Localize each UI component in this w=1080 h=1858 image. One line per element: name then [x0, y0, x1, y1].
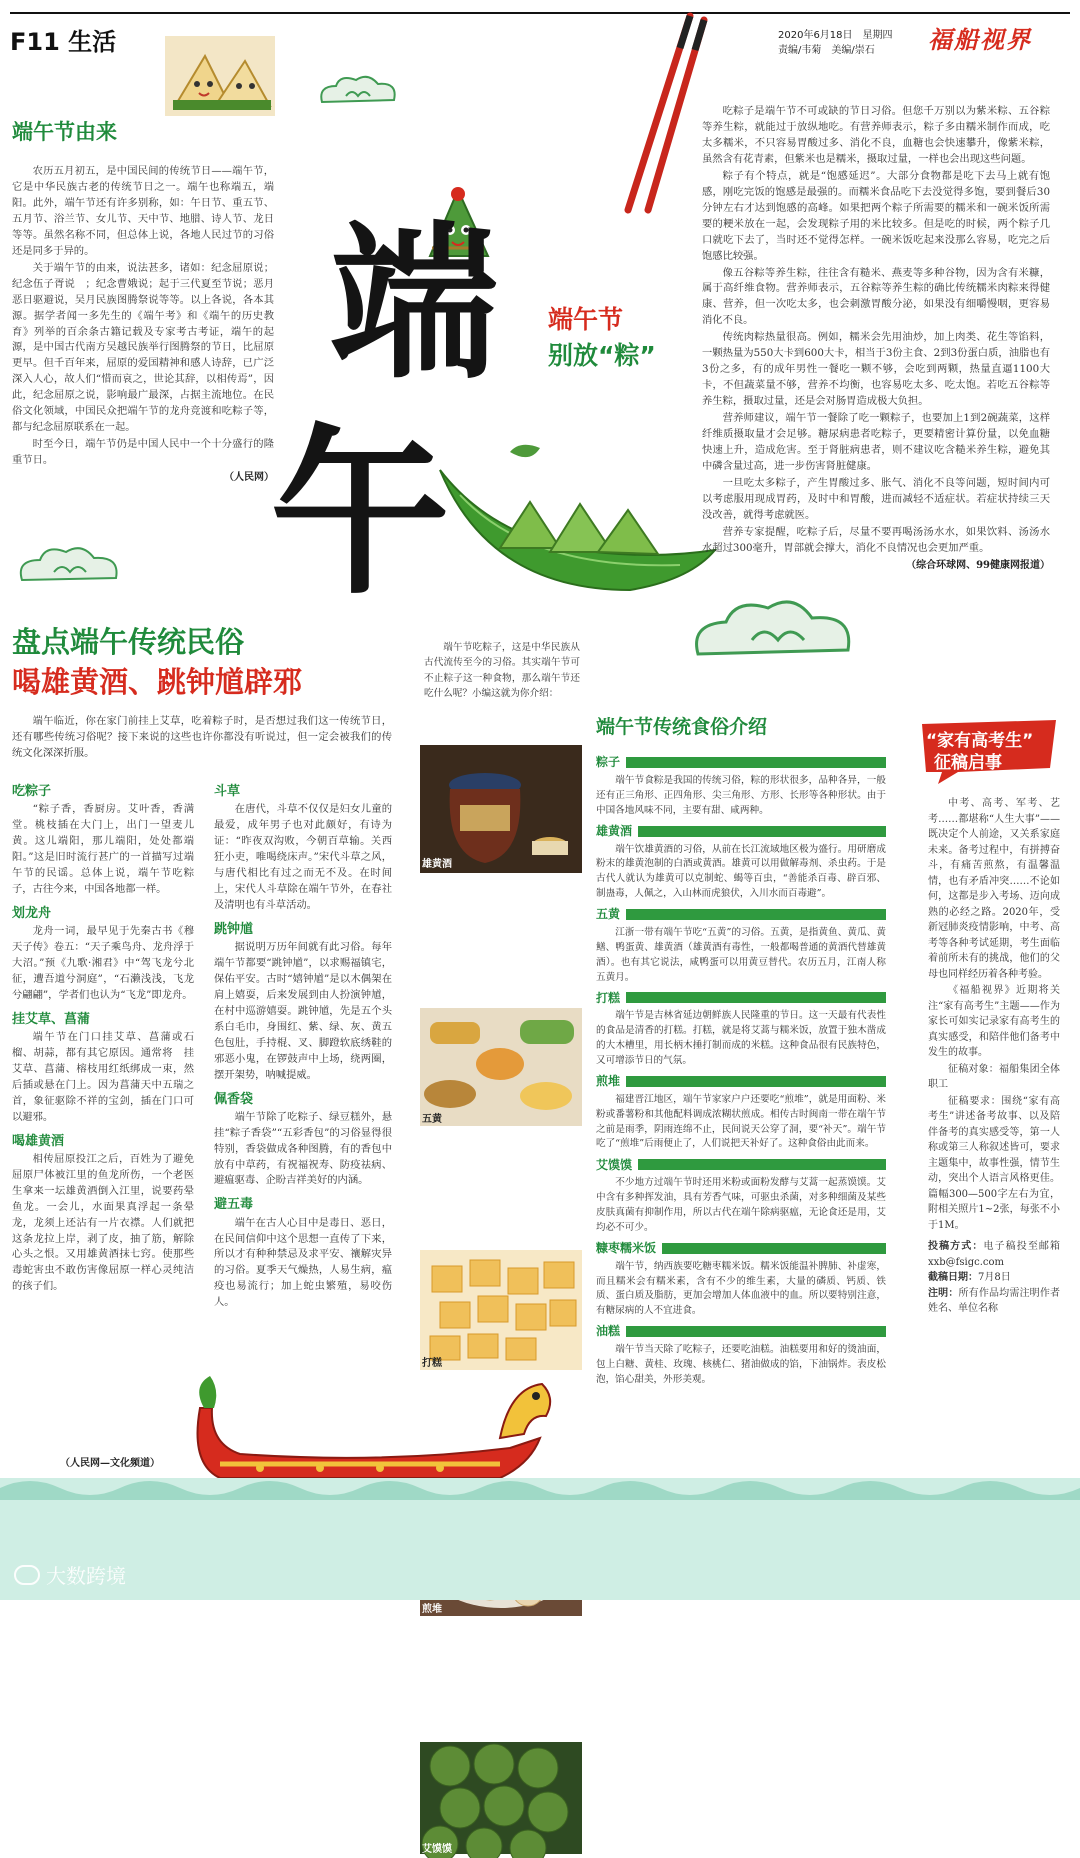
food-text: 端午饮雄黄酒的习俗，从前在长江流域地区极为盛行。用研磨成粉末的雄黄泡制的白酒或黄酒。雄黄可以用做解毒剂、杀虫药。于是古代人就认为雄黄可以克制蛇、蝎等百虫，“善能杀百毒、辟百邪、制蛊毒，人佩之，入山林而虎狼伏，入川水而百毒避”。 [596, 843, 886, 900]
cloud-decoration-top [316, 72, 402, 110]
zong-health-source: （综合环球网、99健康网报道） [906, 559, 1050, 571]
custom-text: 端午节在门口挂艾草、菖蒲或石榴、胡蒜，都有其它原因。通常将 挂艾草、菖蒲、榕枝用红纸绑成一束，然后插或悬在门上。因为菖蒲天中五瑞之首，象征驱除不祥的宝剑，插在门口可以避邪。 [12, 1030, 194, 1123]
food-bar [626, 1076, 886, 1087]
zong-health-paragraph: 营养专家提醒，吃粽子后，尽量不要再喝汤汤水水，如果饮料、汤汤水水超过300毫升，胃部就会撑大，消化不良情况也会更加严重。 [702, 525, 1050, 554]
customs-source: （人民网—文化频道） [60, 1458, 160, 1469]
zong-health-paragraph: 一旦吃太多粽子，产生胃酸过多、胀气、消化不良等问题，短时间内可以考虑服用现成胃药，及时中和胃酸，进而减轻不适症状。若症状持续三天没改善，就得考虑就医。 [702, 476, 1050, 521]
origin-body [12, 164, 274, 486]
customs-title-line1: 盘点端午传统民俗 [12, 625, 245, 659]
exam-submit-value: 电子稿投至邮箱 xxb@fsigc.com [928, 1241, 1061, 1268]
zong-health-paragraph: 营养师建议，端午节一餐除了吃一颗粽子，也要加上1到2碗蔬菜，这样纤维质摄取量才会足够。糖尿病患者吃粽子，更要精密计算份量，以免血糖快速上升，造成危害。至于肾脏病患者，则不建议吃含糙米养生粽，避免其中磷含量过高，进一步伤害肾脏健康。 [702, 412, 1050, 472]
exam-submit-label: 投稿方式： [928, 1241, 984, 1252]
food-bar [626, 992, 886, 1003]
editors: 责编/韦菊 美编/崇石 [778, 45, 875, 56]
custom-heading: 划龙舟 [12, 905, 52, 921]
zong-health-paragraph: 吃粽子是端午节不可或缺的节日习俗。但您千万别以为紫米粽、五谷粽等养生粽，就能过于放纵地吃。有营养师表示，粽子多由糯米制作而成，吃太多糯米，不只容易胃酸过多、消化不良，血糖也会快速攀升，像紫米粽，虽然含有花青素，但紫米也是糯米，摄取过量，一样也会出现这些问题。 [702, 105, 1050, 165]
food-heading [596, 1156, 886, 1173]
food-text: 端午节，纳西族要吃糖枣糯米饭。糯米饭能温补脾肺、补虚寒，而且糯米会有糯米素，含有不少的维生素，大量的磷质、钙质、铁质、蛋白质及脂肪，更加会增加人体血液中的血。所以要特别注意，有糖尿病的人不宜进食。 [596, 1260, 886, 1317]
food-heading [596, 1240, 886, 1257]
custom-text: 端午节除了吃粽子、绿豆糕外，悬挂“粽子香袋”“五彩香包”的习俗显得很特别，香袋做成各种图腾，有的香包中放有中草药，有祝福祝寿、防疫祛病、避瘟驱毒、企盼吉祥美好的内涵。 [214, 1110, 392, 1187]
origin-title: 端午节由来 [12, 120, 117, 144]
custom-heading: 斗草 [214, 784, 241, 799]
foods-body [596, 750, 886, 1389]
foods-title: 端午节传统食俗介绍 [596, 716, 768, 738]
food-bar [626, 757, 886, 768]
watermark-text: 大数跨境 [46, 1564, 126, 1588]
food-name: 油糕 [596, 1324, 621, 1339]
photo-caption: 艾馍馍 [422, 1844, 452, 1855]
issue-date: 2020年6月18日 星期四 [778, 30, 893, 41]
photo-caption: 雄黄酒 [422, 859, 452, 870]
exam-deadline-value: 7月8日 [978, 1272, 1011, 1283]
food-text: 江浙一带有端午节吃“五黄”的习俗。五黄，是指黄鱼、黄瓜、黄鳝、鸭蛋黄、雄黄酒（雄黄酒有毒性，一般都喝普通的黄酒代替雄黄酒）。也有其它说法，咸鸭蛋可以用黄豆替代。农历五月，江南人称五黄月。 [596, 927, 886, 983]
food-heading [596, 754, 886, 771]
big-title-char-duan: 端 [330, 206, 498, 402]
customs-left-column [12, 782, 194, 1296]
exam-note-value: 所有作品均需注明作者姓名、单位名称 [928, 1287, 1060, 1314]
exam-title-banner [918, 718, 1060, 784]
exam-title-line2: 征稿启事 [934, 753, 1002, 773]
customs-intro [12, 714, 392, 763]
food-bar [626, 1326, 886, 1337]
masthead-logo: 福船视界 [928, 25, 1032, 54]
custom-heading: 跳钟馗 [214, 921, 254, 937]
photo-aimomo [420, 1742, 582, 1854]
food-intro-text: 端午节吃粽子，这是中华民族从古代流传至今的习俗。其实端午节可不止粽子这一种食物，那么端午节还吃什么呢？小编这就为你介绍： [424, 642, 580, 700]
zong-health-paragraph: 粽子有个特点，就是“饱感延迟”。大部分食物都是吃下去马上就有饱感，刚吃完饭的饱感是最强的。而糯米食品吃下去没觉得多饱，要到餐后30分钟左右才达到饱感的高峰。如果把两个粽子所需要的糯米和一碗米饭所需要的粳米放在一起，会发现粽子用的米比较多。但是吃的时候，两个粽子几口就吃下去了，当时还不觉得怎样。一碗米饭吃起来没那么容易，吃完之后饱感比较强。 [702, 169, 1050, 262]
zong-health-title-line2: 别放“粽” [548, 341, 656, 370]
custom-text: 相传屈原投江之后，百姓为了避免屈原尸体被江里的鱼龙所伤，一个老医生拿来一坛雄黄酒倒入江里，说要药晕鱼龙。一会儿，水面果真浮起一条晕龙，龙须上还沾有一片衣襟。人们就把这条龙拉上岸，剥了皮，抽了筋，解除心头之恨。又用雄黄酒抹七窍。使那些毒蛇害虫不敢伤害像屈原一样心灵纯洁的孩子们。 [12, 1152, 194, 1293]
food-bar [662, 1243, 886, 1254]
food-heading [596, 1073, 886, 1090]
custom-text: 龙舟一词，最早见于先秦古书《穆天子传》卷五：“天子乘鸟舟、龙舟浮于大沼。”预《九歌·湘君》中“驾飞龙兮北征，遭吾道兮洞庭”，“石濑浅浅，飞龙兮翩翩”，学者们也认为“飞龙”即龙舟。 [12, 925, 194, 1001]
food-text: 端午节当天除了吃粽子，还要吃油糕。油糕要用和好的烫油面，包上白糖、黄桂、玫瑰、核桃仁、猪油做成的馅，下油锅炸。表皮松泡，馅心甜美，外形美观。 [596, 1344, 886, 1385]
custom-heading: 避五毒 [214, 1197, 254, 1213]
food-name: 雄黄酒 [596, 823, 633, 838]
page-code: F11 生活 [10, 28, 117, 56]
food-intro [424, 640, 580, 702]
food-name: 粽子 [596, 755, 621, 770]
big-title-char-wu: 午 [270, 410, 451, 619]
photo-caption: 五黄 [422, 1114, 442, 1125]
origin-paragraph: 时至今日，端午节仍是中国人民中一个十分盛行的隆重节日。 [12, 438, 274, 467]
customs-intro-text: 端午临近，你在家门前挂上艾草，吃着粽子时，是否想过我们这一传统节日，还有哪些传统习俗呢？接下来说的这些也许你都没有听说过，但一定会被我们的传统文化深深折服。 [12, 715, 392, 759]
exam-paragraph: 征稿要求：围绕“家有高考生”讲述备考故事、以及陪伴备考的真实感受等，第一人称或第三人称叙述皆可，要求主题集中，故事性强，情节生动，突出个人语言风格更佳。篇幅300—500字左右为宜，附相关照片1~2张，每张不小于1M。 [928, 1095, 1060, 1231]
custom-text: 端午在古人心目中是毒日、恶日，在民间信仰中这个思想一直传了下来，所以才有种种禁忌及求平安、禳解灾异的习俗。夏季天气燥热，人易生病，瘟疫也易流行；加上蛇虫繁殖，易咬伤人。 [214, 1216, 392, 1309]
food-text: 福建晋江地区，端午节家家户户还要吃“煎堆”，就是用面粉、米粉或番薯粉和其他配料调成浓糊状煎成。相传古时闽南一带在端午节之前是雨季，阴雨连绵不止，民间说天公穿了洞，要“补天”。端午节吃了“煎堆”后雨便止了，人们说把天补好了。这种食俗由此而来。 [596, 1093, 886, 1150]
zong-health-paragraph: 像五谷粽等养生粽，往往含有糙米、燕麦等多种谷物，因为含有米糠，属于高纤维食物。营养师表示，五谷粽等养生粽的确比传统糯米肉粽来得健康、营养，但一次吃太多，也会刺激胃酸分泌，如果没有细嚼慢咽，更容易消化不良。 [702, 266, 1050, 327]
zong-health-body [702, 104, 1050, 573]
exam-submit [928, 1239, 1060, 1270]
exam-note-label: 注明： [928, 1287, 959, 1299]
exam-note [928, 1286, 1060, 1317]
zong-health-title-line1: 端午节 [548, 305, 624, 334]
photo-caption: 煎堆 [422, 1604, 442, 1615]
exam-body [928, 796, 1060, 1317]
leaf-zongzi-illustration [430, 440, 720, 610]
exam-deadline [928, 1270, 1060, 1286]
zong-health-paragraph: 传统肉粽热量很高。例如，糯米会先用油炒，加上肉类、花生等馅料，一颗热量为550大卡到600大卡，相当于3份主食、2到3份蛋白质，油脂也有3份之多，有的成年男性一餐吃一颗不够，会吃到两颗，热量直逼1100大卡，不但蔬菜量不够，营养不均衡，也容易吃太多、吃太饱。若吃五谷粽等养生粽，摄取过量，还是会对肠胃造成极大负担。 [702, 331, 1050, 408]
food-heading [596, 823, 886, 840]
cloud-decoration-left [16, 540, 126, 590]
wave-decoration [0, 1470, 1080, 1500]
custom-heading: 挂艾草、菖蒲 [12, 1011, 91, 1027]
food-text: 不少地方过端午节时还用米粉或面粉发酵与艾蒿一起蒸馍馍。艾中含有多种挥发油，具有芳香气味，可驱虫杀菌，对多种细菌及某些皮肤真菌有抑制作用，所以古代在端午除病驱瘟，无论食还是用，艾均必不可少。 [596, 1177, 886, 1233]
custom-heading: 喝雄黄酒 [12, 1133, 65, 1149]
photo-dagao [420, 1250, 582, 1370]
photo-xionghuangjiu [420, 745, 582, 873]
custom-text: 在唐代，斗草不仅仅是妇女儿童的最爱，成年男子也对此颇好，有诗为证：“昨夜双沟败，今朝百草输。关西狂小吏，唯喝绕床声。”宋代斗草之风，与唐代相比有过之而无不及。在时间上，宋代人斗草除在端午节外，在春社及清明也有斗草活动。 [214, 803, 392, 911]
header-rule [10, 12, 1070, 14]
custom-heading: 佩香袋 [214, 1091, 254, 1107]
food-text: 端午节是吉林省延边朝鲜族人民隆重的节日。这一天最有代表性的食品是清香的打糕。打糕，就是将艾蒿与糯米饭，放置于独木凿成的大木槽里，用长柄木捶打制而成的米糕。这种食品很有民族特色，又可增添节日的气氛。 [596, 1010, 886, 1067]
food-heading [596, 1323, 886, 1340]
food-name: 煎堆 [596, 1074, 621, 1089]
food-name: 打糕 [596, 990, 621, 1005]
customs-title-line2: 喝雄黄酒、跳钟馗辟邪 [12, 665, 303, 699]
food-name: 艾馍馍 [596, 1157, 633, 1172]
exam-paragraph: 中考、高考、军考、艺考……都堪称“人生大事”——既决定个人前途，又关系家庭未来。备考过程中，有拼搏奋斗，有痛苦煎熬，有温馨温情，也有矛盾冲突……不论如何，这都是步入考场、迈向成熟的必经之路。2020年，受新冠肺炎疫情影响，中考、高考等各种考试延期，考生面临着前所未有的挑战，他们的父母也同样经历着各种考验。 [928, 798, 1060, 980]
food-name: 糠枣糯米饭 [596, 1240, 657, 1255]
photo-caption: 打糕 [422, 1358, 442, 1369]
chopsticks-illustration [600, 14, 710, 214]
origin-paragraph: 农历五月初五，是中国民间的传统节日——端午节，它是中华民族古老的传统节日之一。端午也称端五，端阳。此外，端午节还有许多别称，如：午日节、重五节、五月节、浴兰节、女儿节、天中节、地腊、诗人节、龙日等等。虽然名称不同，但总体上说，各地人民过节的习俗还是同多于异的。 [12, 165, 274, 257]
exam-paragraph: 《福船视界》近期将关注“家有高考生”主题——作为家长可如实记录家有高考生的真实感受，和陪伴他们备考中发生的故事。 [928, 985, 1060, 1058]
exam-deadline-label: 截稿日期： [928, 1272, 978, 1283]
food-heading [596, 989, 886, 1006]
food-text: 端午节食粽是我国的传统习俗，粽的形状很多，品种各异，一般还有正三角形、正四角形、尖三角形、方形、长形等各种形状。由于中国各地风味不同，主要有甜、咸两种。 [596, 775, 886, 816]
origin-source: （人民网） [224, 472, 274, 484]
custom-text: “粽子香，香厨房。艾叶香，香满堂。桃枝插在大门上，出门一望麦儿黄。这儿端阳，那儿端阳，处处都端阳。”这是旧时流行甚广的一首描写过端午节的民谣。总体上说，端午节吃粽子，古往今来，中国各地都一样。 [12, 803, 194, 895]
food-bar [638, 826, 886, 837]
exam-title-line1: “家有高考生” [926, 731, 1034, 751]
customs-right-column [214, 782, 392, 1312]
food-name: 五黄 [596, 907, 621, 922]
watermark-logo-icon [14, 1565, 40, 1585]
watermark [14, 1560, 126, 1589]
exam-paragraph: 征稿对象：福船集团全体职工 [928, 1063, 1060, 1090]
origin-paragraph: 关于端午节的由来，说法甚多，诸如：纪念屈原说；纪念伍子胥说 ；纪念曹娥说；起于三代夏至节说；恶月恶日驱避说，吴月民族图腾祭说等等。以上各说，各本其源。据学者闻一多先生的《端午考》和《端午的历史教育》列举的百余条古籍记载及专家考古考证，端午的起源，是中国古代南方吴越民族举行图腾祭的节日，比屈原更早。但千百年来，屈原的爱国精神和感人诗辞，已广泛深入人心，故人们“惜而哀之，世论其辞，以相传焉”，因此，纪念屈原之说，影响最广最深，占据主流地位。在民俗文化领域，中国民众把端午节的龙舟竞渡和吃粽子等，都与纪念屈原联系在一起。 [12, 261, 274, 434]
custom-heading: 吃粽子 [12, 784, 52, 799]
food-bar [638, 1159, 886, 1170]
zongzi-cartoon-image [165, 36, 275, 116]
food-bar [626, 909, 886, 920]
custom-text: 据说明万历年间就有此习俗。每年端午节都要“跳钟馗”，以求赐福镇宅，保佑平安。古时“嬉钟馗”是以木偶架在肩上嬉耍，后来发展到由人扮演钟馗，在村中巡游嬉耍。跳钟馗，先是五个头系白毛巾，身围红、紫、绿、灰、黄五色包肚，手持棍、叉、脚蹬软底绣鞋的邪恶小鬼，在锣鼓声中上场，绕两圈，摆开架势，呐喊提威。 [214, 940, 392, 1081]
food-heading [596, 906, 886, 923]
photo-wuhuang [420, 1008, 582, 1126]
